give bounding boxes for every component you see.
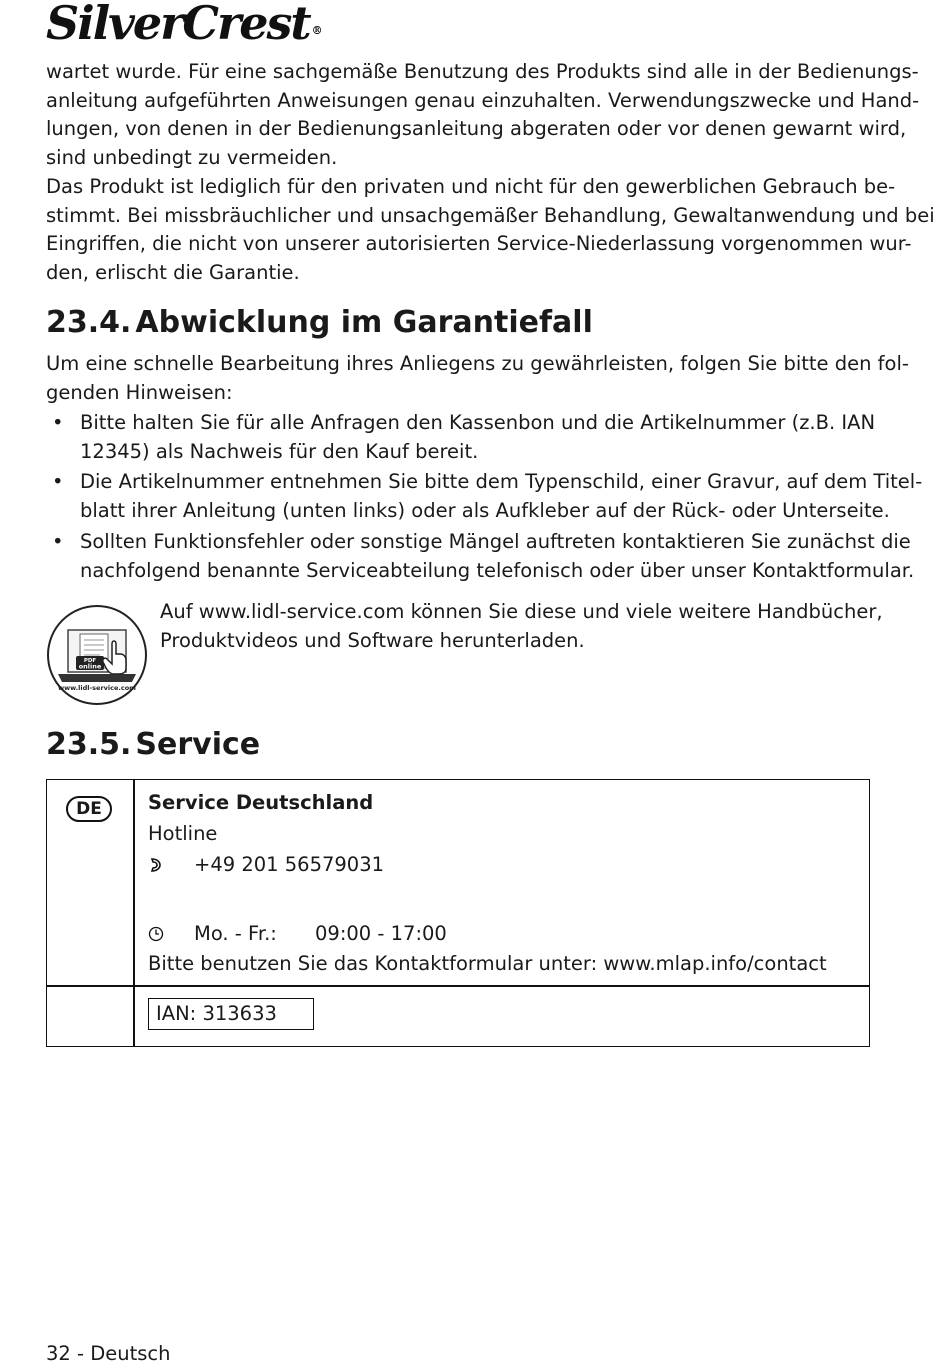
intro-paragraph-2 [46,173,935,287]
text-line: anleitung aufgeführten Anweisungen genau einzuhalten. Verwendungszwecke und Hand- [46,88,920,112]
ian-box: IAN: 313633 [148,998,314,1030]
pdf-label: PDF [83,658,97,664]
text-line: Bitte halten Sie für alle Anfragen den Kassenbon und die Artikelnummer (z.B. IAN [80,411,876,434]
text-line: genden Hinweisen: [46,380,233,404]
online-resources-text [160,598,883,655]
text-line: blatt ihrer Anleitung (unten links) oder als Aufkleber auf der Rück- oder Unterseite. [80,498,890,522]
section-23-4-intro [46,350,909,407]
text-line: Um eine schnelle Bearbeitung ihres Anliegens zu gewährleisten, folgen Sie bitte den fol- [46,352,909,375]
text-line: 12345) als Nachweis für den Kauf bereit. [80,439,479,463]
section-number: 23.5. [46,727,132,762]
text-line: Sollten Funktionsfehler oder sonstige Mängel auftreten kontaktieren Sie zunächst die [80,530,911,553]
country-badge: DE [66,796,112,822]
hours-days: Mo. - Fr.: [194,922,277,945]
section-heading-23-5 [46,728,260,762]
text-line: stimmt. Bei missbräuchlicher und unsachgemäßer Behandlung, Gewaltanwendung und bei [46,203,935,227]
phone-number: +49 201 56579031 [194,853,385,876]
section-title: Abwicklung im Garantiefall [135,305,593,340]
section-title: Service [135,727,261,762]
brand-name: SilverCrest [46,0,310,50]
bullet-icon: • [52,530,64,553]
text-line: Die Artikelnummer entnehmen Sie bitte dem Typenschild, einer Gravur, auf dem Titel- [80,470,923,493]
text-line: Eingriffen, die nicht von unserer autorisierten Service-Niederlassung vorgenommen wur- [46,232,912,255]
page-footer: 32 - Deutsch [46,1342,171,1365]
text-line: Produktvideos und Software herunterladen. [160,628,585,652]
badge-url: www.lidl-service.com [58,684,136,692]
section-heading-23-4 [46,306,593,340]
text-line: sind unbedingt zu vermeiden. [46,145,338,169]
table-divider [47,985,869,987]
pdf-online-badge-icon [46,604,148,706]
service-table [46,779,870,1047]
brand-logo [46,0,323,50]
text-line: lungen, von denen in der Bedienungsanleitung abgeraten oder vor denen gewarnt wird, [46,117,907,140]
text-line: wartet wurde. Für eine sachgemäße Benutzung des Produkts sind alle in der Bedienungs- [46,60,919,83]
phone-icon [148,857,164,873]
clock-icon [148,926,164,942]
text-line: nachfolgend benannte Serviceabteilung telefonisch oder über unser Kontaktformular. [80,558,915,582]
intro-paragraph-1 [46,58,920,172]
registered-mark: ® [311,24,323,37]
text-line: den, erlischt die Garantie. [46,260,300,284]
text-line: Auf www.lidl-service.com können Sie diese und viele weitere Handbücher, [160,600,883,623]
section-number: 23.4. [46,305,132,340]
service-title: Service Deutschland [148,791,374,814]
text-line: Das Produkt ist lediglich für den privaten und nicht für den gewerblichen Gebrauch be- [46,175,896,198]
hotline-label: Hotline [148,822,218,845]
contact-form-text: Bitte benutzen Sie das Kontaktformular unter: www.mlap.info/contact [148,952,827,975]
hours-time: 09:00 - 17:00 [315,922,447,945]
table-divider [133,780,135,1046]
bullet-icon: • [52,411,64,434]
bullet-icon: • [52,470,64,493]
online-label: online [78,662,102,671]
